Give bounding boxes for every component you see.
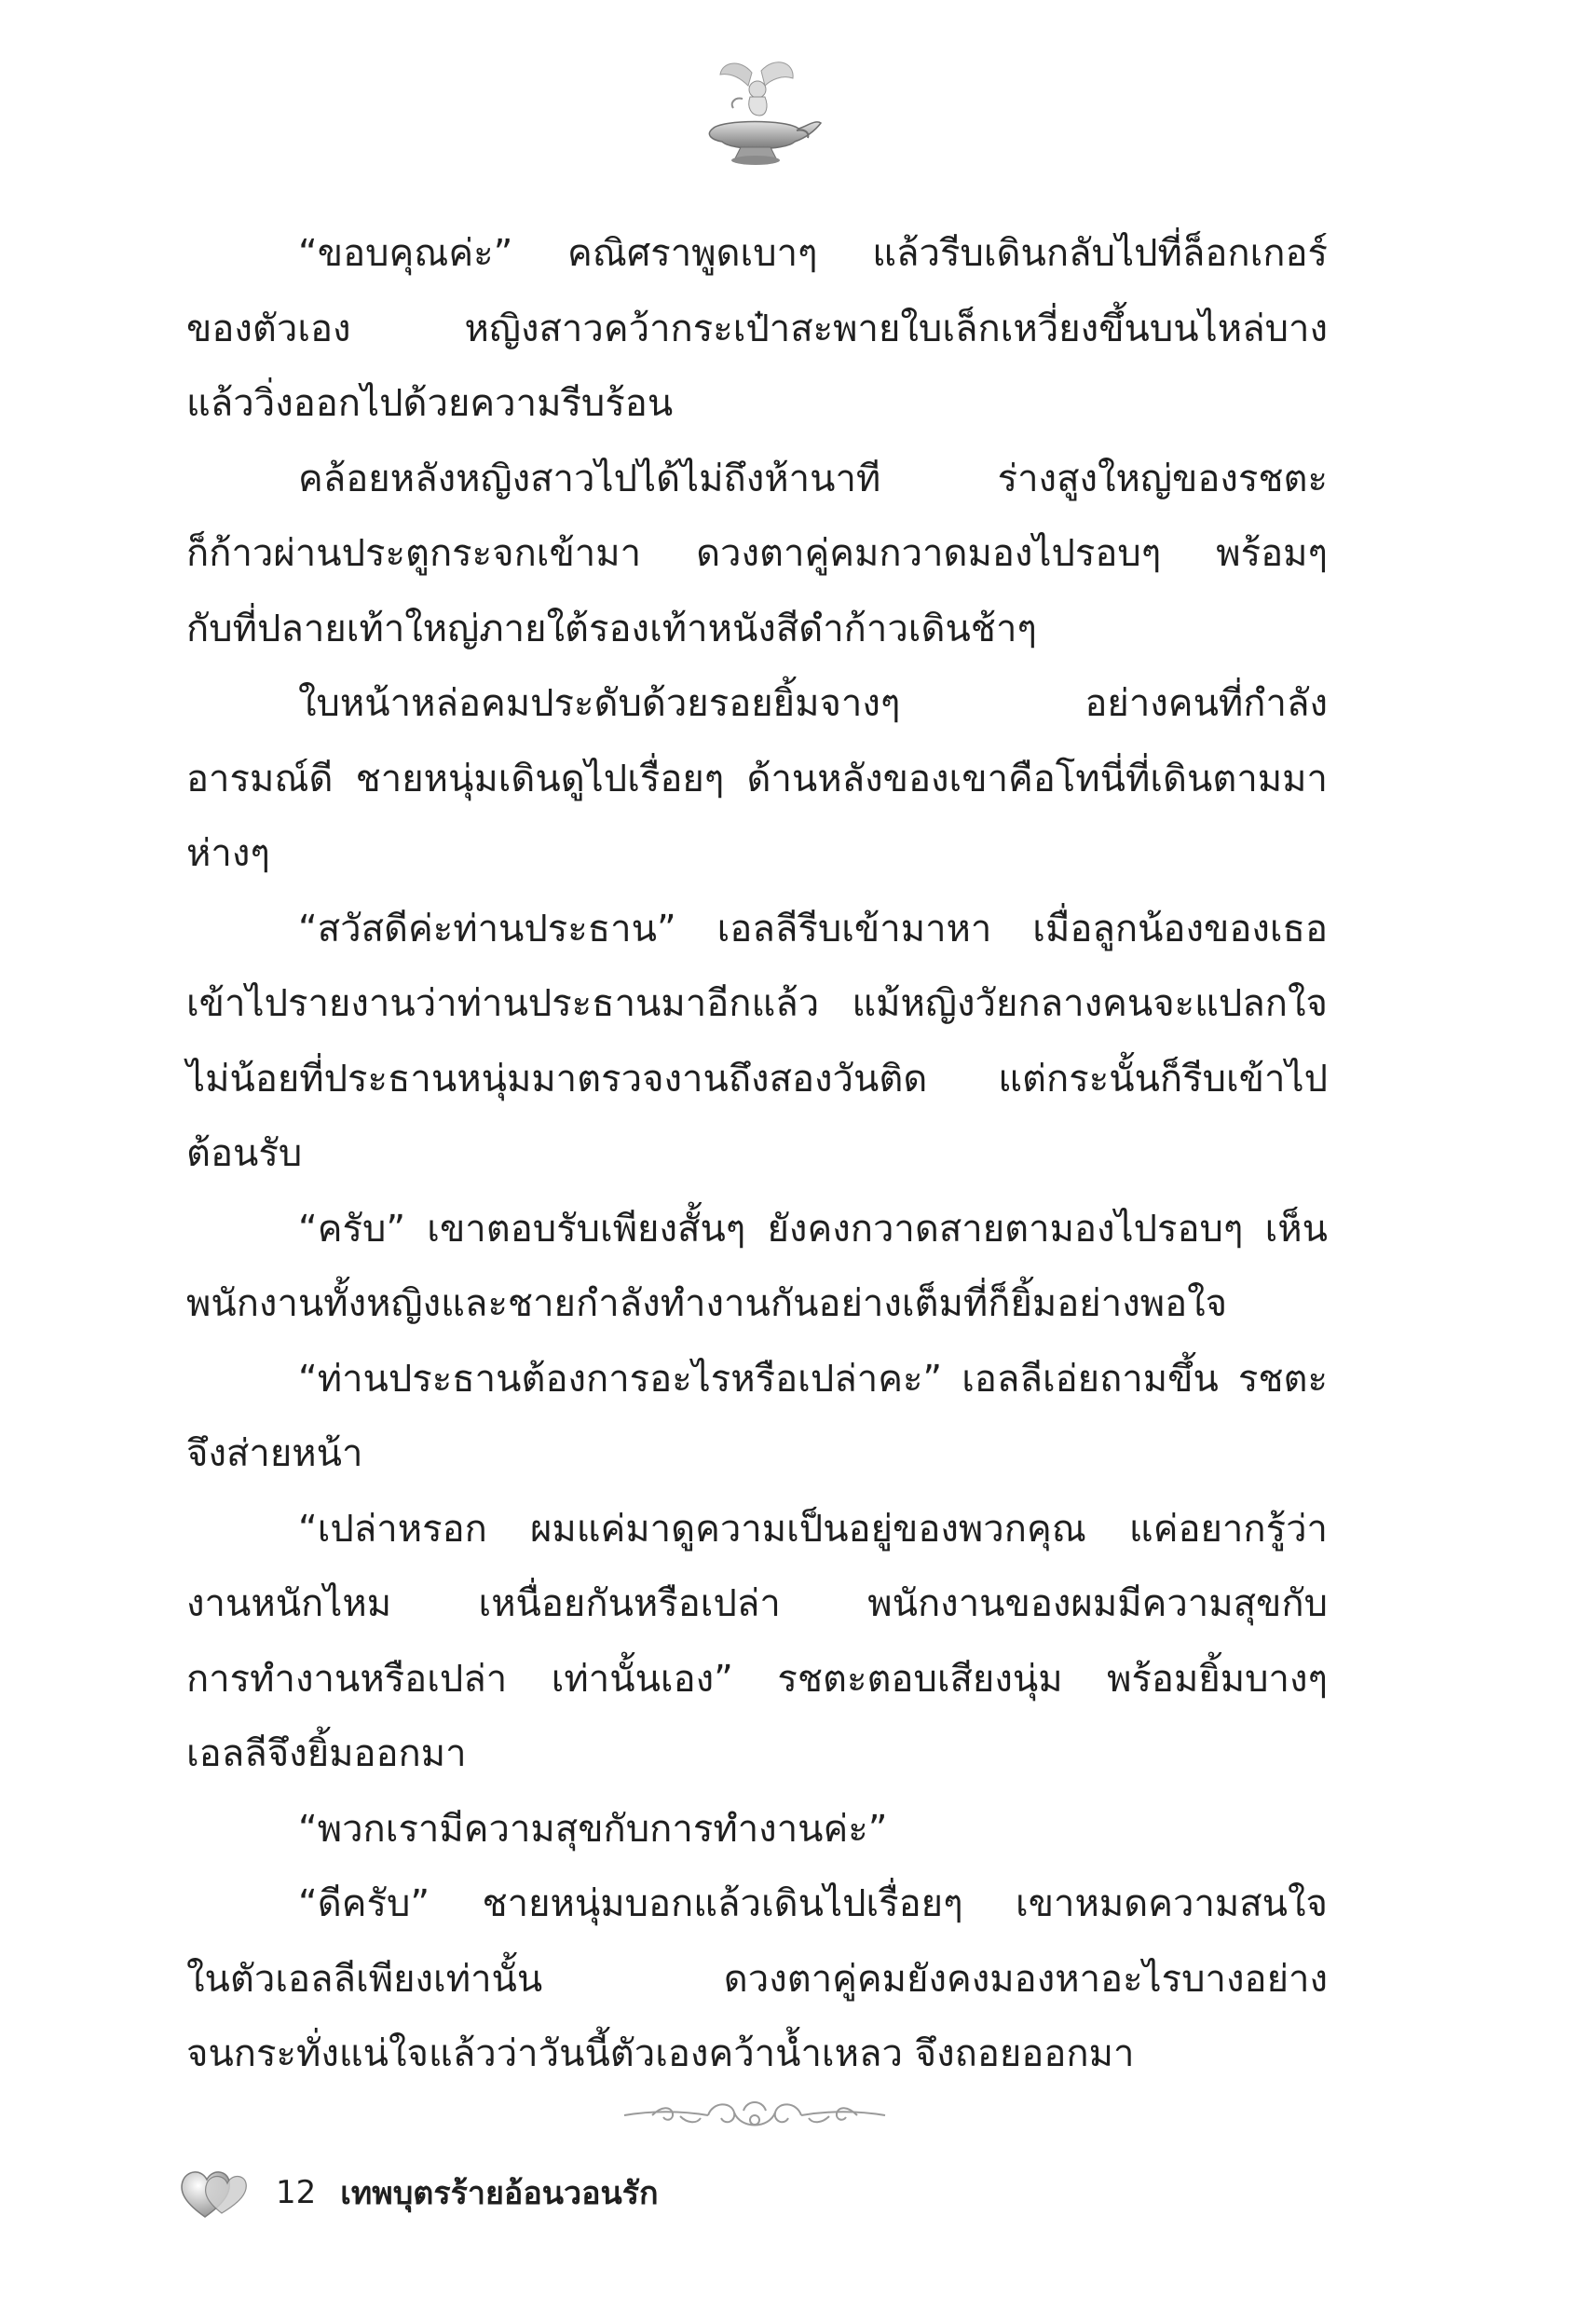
paragraph — [186, 1492, 1328, 1792]
text-line: “เปล่าหรอก ผมแค่มาดูความเป็นอยู่ของพวกคุณ แค่อยากรู้ว่า — [298, 1507, 1328, 1551]
text-line: ใบหน้าหล่อคมประดับด้วยรอยยิ้มจางๆ อย่างคนที่กำลัง — [298, 682, 1328, 725]
page-number: 12 — [276, 2174, 317, 2211]
text-line: ไม่น้อยที่ประธานหนุ่มมาตรวจงานถึงสองวันติด แต่กระนั้นก็รีบเข้าไป — [186, 1057, 1328, 1101]
text-line: ก็ก้าวผ่านประตูกระจกเข้ามา ดวงตาคู่คมกวาดมองไปรอบๆ พร้อมๆ — [186, 532, 1328, 575]
text-line: “สวัสดีค่ะท่านประธาน” เอลลีรีบเข้ามาหา เมื่อลูกน้องของเธอ — [298, 907, 1328, 950]
text-line: กับที่ปลายเท้าใหญ่ภายใต้รองเท้าหนังสีดำก้าวเดินช้าๆ — [186, 607, 1037, 650]
paragraph — [186, 1342, 1328, 1492]
paragraph — [186, 216, 1328, 442]
text-line: ในตัวเอลลีเพียงเท่านั้น ดวงตาคู่คมยังคงมองหาอะไรบางอย่าง — [186, 1957, 1328, 2001]
page-footer — [177, 2160, 659, 2225]
text-line: พนักงานทั้งหญิงและชายกำลังทำงานกันอย่างเต็มที่ก็ยิ้มอย่างพอใจ — [186, 1282, 1228, 1325]
paragraph — [186, 442, 1328, 667]
book-title: เทพบุตรร้ายอ้อนวอนรัก — [340, 2175, 659, 2212]
text-line: ต้อนรับ — [186, 1132, 303, 1175]
scroll-divider-icon — [615, 2083, 894, 2148]
text-line: คล้อยหลังหญิงสาวไปได้ไม่ถึงห้านาที ร่างสูงใหญ่ของรชตะ — [298, 457, 1328, 500]
paragraph — [186, 1192, 1328, 1342]
text-line: จึงส่ายหน้า — [186, 1432, 363, 1475]
text-line: เอลลีจึงยิ้มออกมา — [186, 1732, 467, 1775]
text-line: ห่างๆ — [186, 832, 270, 875]
text-line: เข้าไปรายงานว่าท่านประธานมาอีกแล้ว แม้หญิงวัยกลางคนจะแปลกใจ — [186, 982, 1328, 1025]
paragraph — [186, 1867, 1328, 2092]
text-line: อารมณ์ดี ชายหนุ่มเดินดูไปเรื่อยๆ ด้านหลังของเขาคือโทนี่ที่เดินตามมา — [186, 757, 1328, 800]
text-line: แล้ววิ่งออกไปด้วยความรีบร้อน — [186, 382, 674, 425]
paragraph — [186, 1792, 1328, 1867]
text-line: การทำงานหรือเปล่า เท่านั้นเอง” รชตะตอบเสียงนุ่ม พร้อมยิ้มบางๆ — [186, 1657, 1328, 1701]
text-line: ของตัวเอง หญิงสาวคว้ากระเป๋าสะพายใบเล็กเหวี่ยงขึ้นบนไหล่บาง — [186, 307, 1328, 350]
text-line: จนกระทั่งแน่ใจแล้วว่าวันนี้ตัวเองคว้าน้ำเหลว จึงถอยออกมา — [186, 2032, 1135, 2075]
text-line: “ครับ” เขาตอบรับเพียงสั้นๆ ยังคงกวาดสายตามองไปรอบๆ เห็น — [298, 1207, 1328, 1251]
paragraph — [186, 892, 1328, 1192]
paragraph — [186, 666, 1328, 892]
text-line: “ดีครับ” ชายหนุ่มบอกแล้วเดินไปเรื่อยๆ เขาหมดความสนใจ — [298, 1882, 1328, 1925]
cupid-genie-lamp-icon — [685, 54, 825, 175]
text-line: “ท่านประธานต้องการอะไรหรือเปล่าคะ” เอลลีเอ่ยถามขึ้น รชตะ — [298, 1357, 1328, 1401]
text-line: “ขอบคุณค่ะ” คณิศราพูดเบาๆ แล้วรีบเดินกลับไปที่ล็อกเกอร์ — [298, 232, 1328, 275]
text-line: “พวกเรามีความสุขกับการทำงานค่ะ” — [298, 1807, 888, 1851]
text-line: งานหนักไหม เหนื่อยกันหรือเปล่า พนักงานของผมมีความสุขกับ — [186, 1582, 1328, 1625]
heart-icon — [177, 2165, 252, 2221]
body-text — [186, 216, 1328, 2092]
